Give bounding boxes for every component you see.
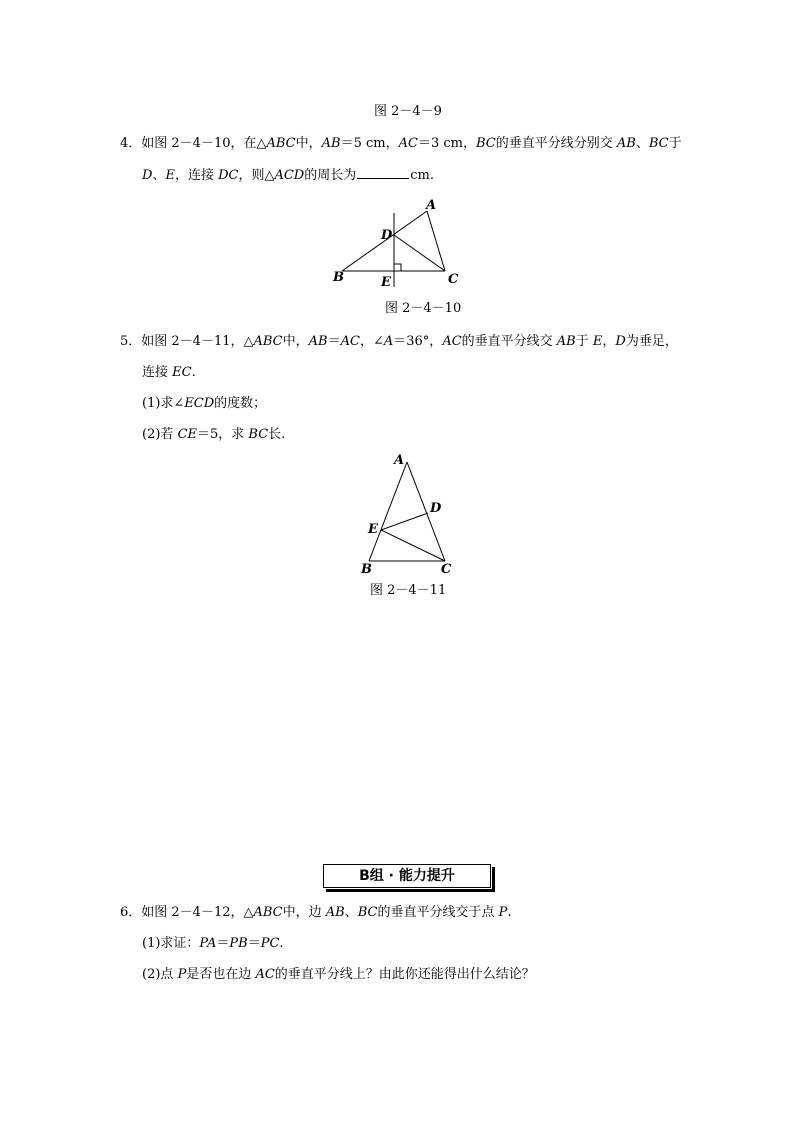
text: 的度数；	[214, 396, 267, 411]
text: 长.	[268, 427, 286, 442]
segment-ab	[369, 462, 407, 561]
math-var: BC	[648, 136, 669, 151]
text: ＝	[327, 334, 341, 349]
question-6-line-1	[120, 905, 512, 921]
text: ＝	[247, 936, 261, 951]
text: 、	[152, 168, 166, 183]
math-var: AC	[340, 334, 360, 349]
right-angle-mark	[394, 264, 401, 271]
figure-2-4-11	[355, 450, 465, 578]
figure-2-4-10	[330, 195, 465, 290]
question-number: 4．	[120, 136, 142, 151]
question-6-sub-2	[142, 967, 535, 983]
question-6-sub-1	[142, 936, 284, 952]
text: (1)求∠	[142, 396, 185, 411]
text: 的垂直平分线交于点	[377, 905, 499, 920]
math-var: PA	[199, 936, 217, 951]
question-5-sub-2	[142, 427, 285, 443]
question-5-line-1	[120, 334, 678, 350]
math-var: AC	[255, 967, 275, 982]
label-b: B	[361, 562, 372, 577]
text: 的垂直平分线分别交	[495, 136, 617, 151]
label-d: D	[430, 501, 442, 516]
label-d: D	[381, 228, 393, 243]
text: 、	[344, 905, 358, 920]
math-var: ABC	[266, 136, 296, 151]
text: 的周长为	[304, 168, 357, 183]
math-var: PB	[229, 936, 248, 951]
label-c: C	[448, 272, 459, 287]
question-4-line-1	[120, 136, 682, 152]
label-a: A	[426, 198, 437, 213]
math-var: AC	[398, 136, 418, 151]
answer-blank[interactable]	[357, 167, 409, 179]
text: (2)若	[142, 427, 178, 442]
math-var: P	[177, 967, 187, 982]
math-var: BC	[357, 905, 378, 920]
math-var: ECD	[184, 396, 215, 411]
math-var: D	[615, 334, 626, 349]
math-var: AC	[442, 334, 462, 349]
text: .	[507, 905, 512, 920]
math-var: ABC	[253, 905, 283, 920]
text: ，	[602, 334, 616, 349]
math-var: CE	[177, 427, 197, 442]
text: cm.	[410, 168, 434, 183]
text: ＝5，求	[197, 427, 249, 442]
text: 如图 2－4－11，△	[141, 334, 254, 349]
figure-caption-2-4-10: 图 2－4－10	[385, 301, 462, 316]
math-var: P	[498, 905, 508, 920]
math-var: AB	[325, 905, 345, 920]
label-c: C	[441, 562, 452, 577]
label-b: B	[333, 270, 344, 285]
label-a: A	[394, 453, 405, 468]
text: ＝5 cm，	[340, 136, 399, 151]
math-var: BC	[248, 427, 269, 442]
math-var: AB	[321, 136, 341, 151]
text: .	[279, 936, 284, 951]
math-var: ABC	[253, 334, 283, 349]
segment-ed	[381, 513, 428, 530]
label-e: E	[381, 275, 391, 290]
text: 中，	[295, 136, 322, 151]
text: 如图 2－4－12，△	[141, 905, 254, 920]
question-5-sub-1	[142, 396, 266, 412]
math-var: AB	[616, 136, 636, 151]
text: ＝3 cm，	[417, 136, 476, 151]
text: ，则△	[238, 168, 275, 183]
text: (1)求证：	[142, 936, 200, 951]
figure-caption-2-4-9: 图 2－4－9	[374, 104, 442, 119]
question-number: 6．	[120, 905, 142, 920]
text: 连接	[142, 365, 173, 380]
segment-ac	[427, 211, 445, 271]
text: .	[191, 365, 196, 380]
question-4-line-2	[142, 167, 434, 184]
math-var: A	[383, 334, 394, 349]
text: (2)点	[142, 967, 178, 982]
figure-caption-2-4-11: 图 2－4－11	[370, 583, 447, 598]
math-var: EC	[172, 365, 192, 380]
segment-dc	[394, 235, 445, 271]
text: 为垂足，	[625, 334, 678, 349]
text: 中，边	[282, 905, 326, 920]
math-var: AB	[556, 334, 576, 349]
math-var: AB	[308, 334, 328, 349]
text: ，连接	[174, 168, 219, 183]
math-var: D	[142, 168, 153, 183]
section-b-header	[323, 864, 491, 888]
math-var: E	[165, 168, 175, 183]
text: 的垂直平分线上？由此你还能得出什么结论？	[274, 967, 535, 982]
text: 于	[575, 334, 593, 349]
math-var: BC	[475, 136, 496, 151]
text: 中，	[282, 334, 309, 349]
question-number: 5．	[120, 334, 142, 349]
text: 如图 2－4－10，在△	[141, 136, 267, 151]
text: 是否也在边	[186, 967, 256, 982]
question-5-line-2	[142, 365, 196, 381]
math-var: E	[592, 334, 603, 349]
text: ，∠	[359, 334, 384, 349]
section-b-title: B组 · 能力提升	[359, 868, 455, 884]
label-e: E	[368, 522, 378, 537]
text: ＝	[216, 936, 230, 951]
math-var: DC	[218, 168, 239, 183]
text: 、	[635, 136, 649, 151]
math-var: PC	[260, 936, 280, 951]
text: ＝36°，	[393, 334, 443, 349]
math-var: ACD	[274, 168, 305, 183]
text: 于	[668, 136, 682, 151]
text: 的垂直平分线交	[461, 334, 557, 349]
